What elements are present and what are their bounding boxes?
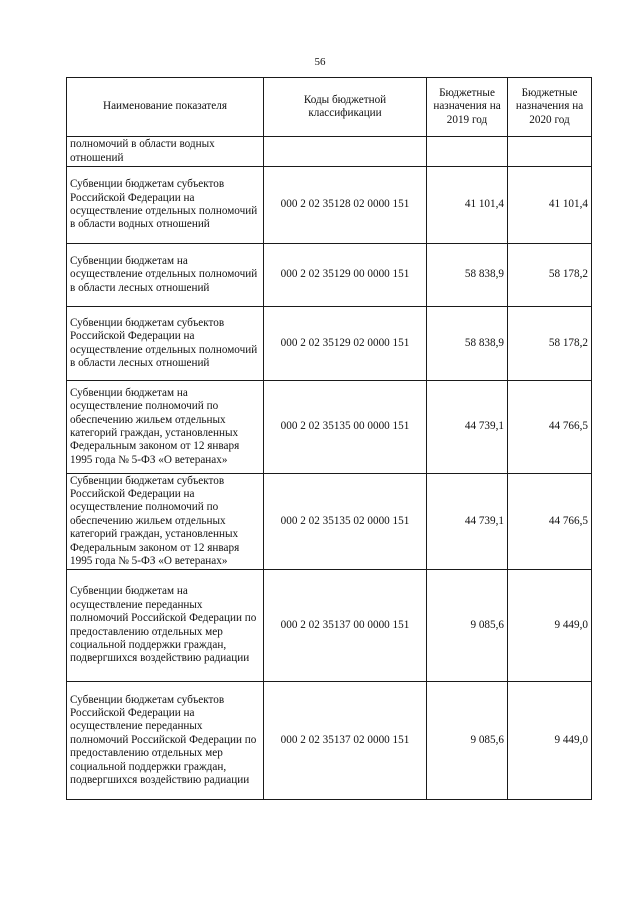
row-2020: 9 449,0 [508,682,592,800]
table-row [67,381,592,474]
budget-table [66,77,592,800]
table-row [67,307,592,381]
row-2019: 9 085,6 [427,682,508,800]
row-2020: 44 766,5 [508,474,592,570]
row-code: 000 2 02 35129 00 0000 151 [264,244,427,307]
row-2019: 58 838,9 [427,244,508,307]
row-code: 000 2 02 35129 02 0000 151 [264,307,427,381]
row-name: полномочий в области водных отношений [67,137,264,167]
row-2019: 58 838,9 [427,307,508,381]
row-2020: 9 449,0 [508,570,592,682]
row-code: 000 2 02 35135 02 0000 151 [264,474,427,570]
row-2019: 44 739,1 [427,381,508,474]
table-header-row [67,78,592,137]
row-code: 000 2 02 35137 00 0000 151 [264,570,427,682]
row-2020: 41 101,4 [508,167,592,244]
row-name: Субвенции бюджетам на осуществление отдельных полномочий в области лесных отношений [67,244,264,307]
row-2019: 41 101,4 [427,167,508,244]
row-2020: 44 766,5 [508,381,592,474]
row-2020 [508,137,592,167]
row-2019: 9 085,6 [427,570,508,682]
row-2019 [427,137,508,167]
row-name: Субвенции бюджетам на осуществление полномочий по обеспечению жильем отдельных категорий граждан, установленных Федеральным законом от 12 января 1995 года № 5-ФЗ «О ветеранах» [67,381,264,474]
row-2019: 44 739,1 [427,474,508,570]
table-row [67,244,592,307]
row-code: 000 2 02 35135 00 0000 151 [264,381,427,474]
row-2020: 58 178,2 [508,244,592,307]
table-row [67,682,592,800]
row-name: Субвенции бюджетам субъектов Российской Федерации на осуществление переданных полномочий Российской Федерации по предоставлению отдельных мер социальной поддержки граждан, подвергшихся воздействию радиации [67,682,264,800]
row-name: Субвенции бюджетам на осуществление переданных полномочий Российской Федерации по предоставлению отдельных мер социальной поддержки граждан, подвергшихся воздействию радиации [67,570,264,682]
table-row [67,570,592,682]
row-code: 000 2 02 35128 02 0000 151 [264,167,427,244]
page-number: 56 [314,56,326,68]
header-2019: Бюджетные назначения на 2019 год [427,78,508,137]
row-name: Субвенции бюджетам субъектов Российской Федерации на осуществление полномочий по обеспечению жильем отдельных категорий граждан, установленных Федеральным законом от 12 января 1995 года № 5-ФЗ «О ветеранах» [67,474,264,570]
header-code: Коды бюджетной классификации [264,78,427,137]
table-row [67,474,592,570]
row-name: Субвенции бюджетам субъектов Российской Федерации на осуществление отдельных полномочий в области водных отношений [67,167,264,244]
row-2020: 58 178,2 [508,307,592,381]
table-row [67,167,592,244]
table-row [67,137,592,167]
header-name: Наименование показателя [67,78,264,137]
row-code: 000 2 02 35137 02 0000 151 [264,682,427,800]
header-2020: Бюджетные назначения на 2020 год [508,78,592,137]
row-code [264,137,427,167]
row-name: Субвенции бюджетам субъектов Российской Федерации на осуществление отдельных полномочий в области лесных отношений [67,307,264,381]
